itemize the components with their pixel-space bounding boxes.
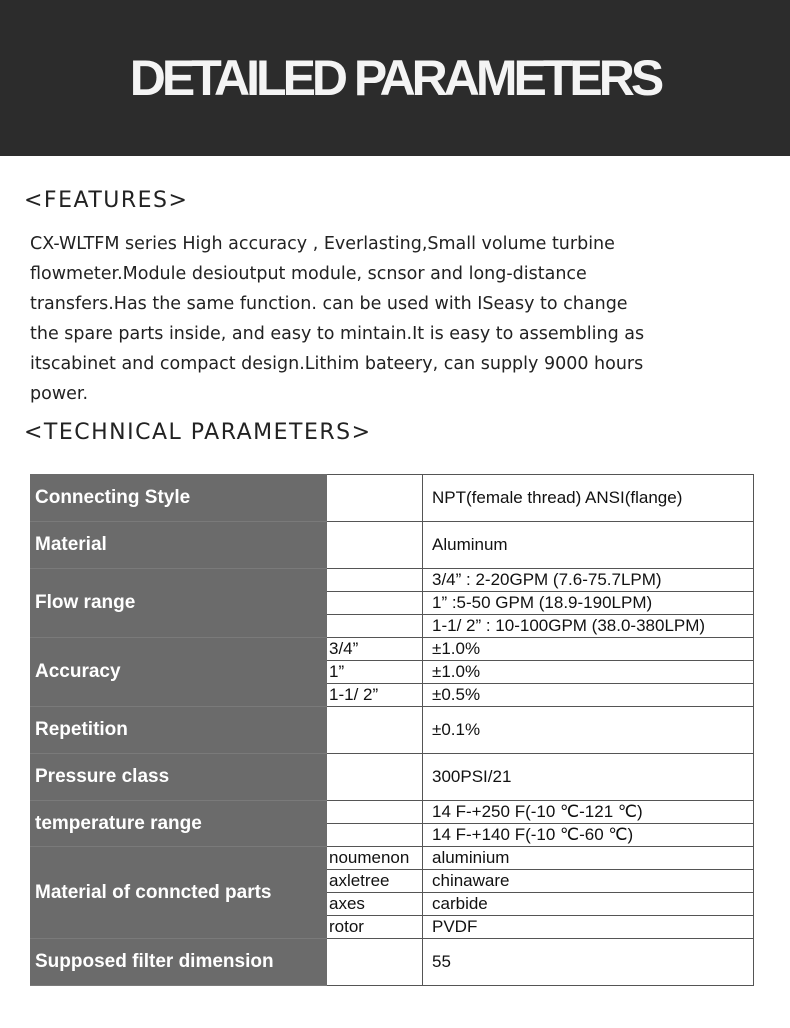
row-part: noumenon [327, 847, 423, 870]
row-label: Accuracy [31, 638, 327, 707]
features-line: CX-WLTFM series High accuracy , Everlasting,Small volume turbine [30, 234, 615, 254]
row-size: 1” [327, 661, 423, 684]
row-value: Aluminum [423, 522, 754, 569]
row-value: ±1.0% [423, 638, 754, 661]
features-text [30, 229, 770, 409]
features-line: flowmeter.Module desioutput module, scnsor and long-distance [30, 264, 587, 284]
table-row [31, 801, 754, 824]
row-part: axes [327, 893, 423, 916]
technical-parameters-table [30, 474, 754, 986]
row-value: ±1.0% [423, 661, 754, 684]
row-subcell [327, 707, 423, 754]
row-label: temperature range [31, 801, 327, 847]
header-banner [0, 0, 790, 156]
row-value: aluminium [423, 847, 754, 870]
features-line: the spare parts inside, and easy to mintain.It is easy to assembling as [30, 324, 645, 344]
table-row [31, 707, 754, 754]
row-value: NPT(female thread) ANSI(flange) [423, 475, 754, 522]
row-subcell [327, 939, 423, 986]
row-subcell [327, 824, 423, 847]
features-line: power. [30, 384, 89, 404]
row-value: chinaware [423, 870, 754, 893]
row-value: 1-1/ 2” : 10-100GPM (38.0-380LPM) [423, 615, 754, 638]
row-size: 1-1/ 2” [327, 684, 423, 707]
row-subcell [327, 522, 423, 569]
row-value: 3/4” : 2-20GPM (7.6-75.7LPM) [423, 569, 754, 592]
features-heading: <FEATURES> [24, 188, 189, 213]
table-row [31, 638, 754, 661]
row-value: 14 F-+250 F(-10 ℃-121 ℃) [423, 801, 754, 824]
row-label: Supposed filter dimension [31, 939, 327, 986]
row-value: ±0.5% [423, 684, 754, 707]
table-row [31, 939, 754, 986]
row-subcell [327, 615, 423, 638]
row-size: 3/4” [327, 638, 423, 661]
page-title: DETAILED PARAMETERS [129, 50, 661, 106]
row-label: Repetition [31, 707, 327, 754]
row-subcell [327, 592, 423, 615]
technical-parameters-heading: <TECHNICAL PARAMETERS> [24, 420, 372, 445]
table-row [31, 475, 754, 522]
row-label: Pressure class [31, 754, 327, 801]
table-row [31, 754, 754, 801]
row-part: rotor [327, 916, 423, 939]
table-row [31, 569, 754, 592]
row-subcell [327, 801, 423, 824]
features-line: itscabinet and compact design.Lithim bateery, can supply 9000 hours [30, 354, 644, 374]
row-value: 55 [423, 939, 754, 986]
row-value: carbide [423, 893, 754, 916]
row-value: 1” :5-50 GPM (18.9-190LPM) [423, 592, 754, 615]
row-value: ±0.1% [423, 707, 754, 754]
row-subcell [327, 754, 423, 801]
row-label: Connecting Style [31, 475, 327, 522]
row-label: Flow range [31, 569, 327, 638]
row-part: axletree [327, 870, 423, 893]
row-label: Material [31, 522, 327, 569]
row-subcell [327, 475, 423, 522]
features-line: transfers.Has the same function. can be used with ISeasy to change [30, 294, 628, 314]
row-subcell [327, 569, 423, 592]
row-value: 14 F-+140 F(-10 ℃-60 ℃) [423, 824, 754, 847]
table-row [31, 847, 754, 870]
row-value: 300PSI/21 [423, 754, 754, 801]
table-row [31, 522, 754, 569]
row-label: Material of conncted parts [31, 847, 327, 939]
row-value: PVDF [423, 916, 754, 939]
